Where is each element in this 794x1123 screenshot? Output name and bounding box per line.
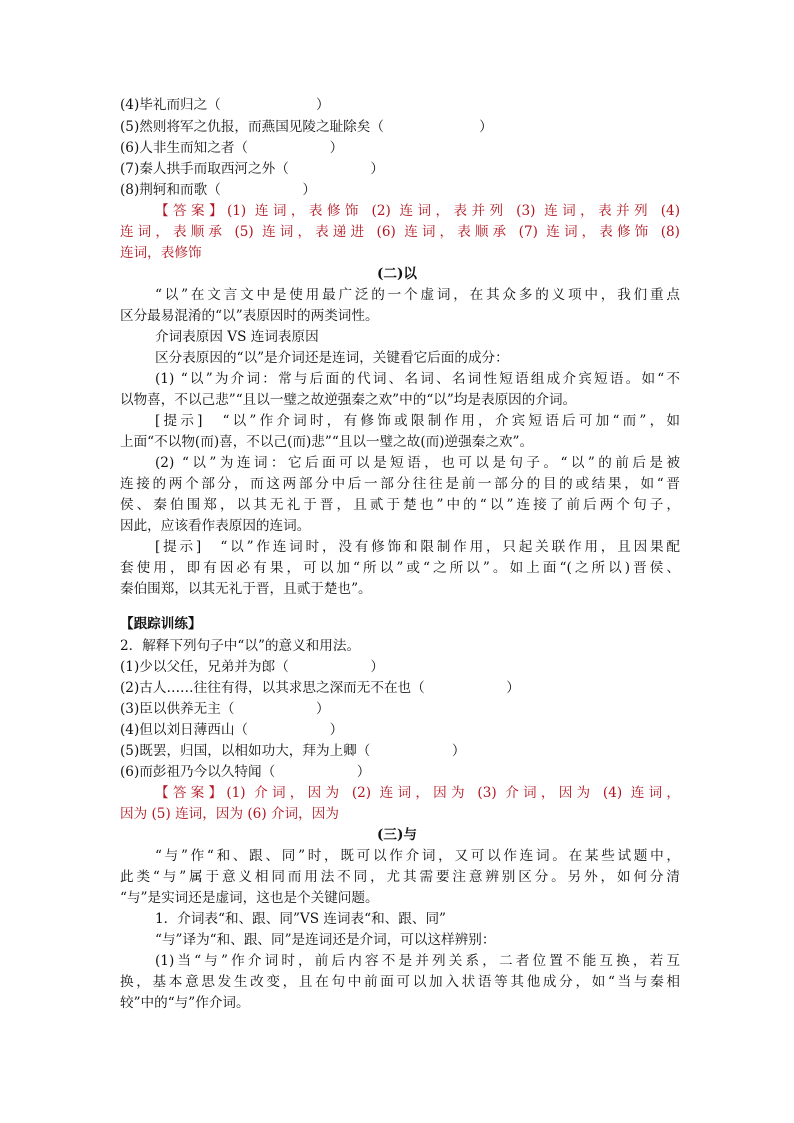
exercise-item: (6)而彭祖乃今以久特闻（ ） [120,764,371,780]
paragraph-line: 因此，应该看作表原因的连词。 [120,518,311,534]
paragraph-line: 此类“与”属于意义相同而用法不同，尤其需要注意辨别区分。另外，如何分清 [120,869,680,885]
paragraph-line: “与”译为“和、跟、同”是连词还是介词，可以这样辨别： [155,932,496,948]
exercise-item: (4)毕礼而归之（ ） [120,97,330,113]
exercise-item: (4)但以刘日薄西山（ ） [120,722,344,738]
paragraph-line: 连接的两个部分，而这两部分中后一部分往往是前一部分的目的或结果，如“晋 [120,476,680,492]
answer-line: 【答案】(1) 介词，因为 (2) 连词，因为 (3) 介词，因为 (4) 连词， [155,785,680,801]
answer-line: 连词，表顺承 (5) 连词，表递进 (6) 连词，表顺承 (7) 连词，表修饰 (8) [120,224,680,240]
training-heading: 【跟踪训练】 [120,616,202,632]
answer-line: 连词，表修饰 [120,245,202,261]
paragraph-line: 区分最易混淆的“以”表原因时的两类词性。 [120,308,379,324]
exercise-item: (1)少以父任，兄弟并为郎（ ） [120,659,384,675]
paragraph-line: (1) “以”为介词：常与后面的代词、名词、名词性短语组成介宾短语。如“不 [155,371,680,387]
paragraph-line: “与”是实词还是虚词，这也是个关键问题。 [120,890,379,906]
paragraph-line: 较”中的“与”作介词。 [120,995,250,1011]
answer-label: 【答案】 [155,203,227,219]
tip-line: [提示] “以”作介词时，有修饰或限制作用，介宾短语后可加“而”，如 [155,413,680,429]
section-heading: (二)以 [376,266,418,282]
answer-label: 【答案】 [155,785,227,801]
paragraph-line: 以物喜，不以己悲”“且以一璧之故逆强秦之欢”中的“以”均是表原因的介词。 [120,392,577,408]
paragraph-line: (2) “以”为连词：它后面可以是短语，也可以是句子。“以”的前后是被 [155,455,680,471]
paragraph-line: “以”在文言文中是使用最广泛的一个虚词，在其众多的义项中，我们重点 [155,287,680,303]
tip-line: [提示] “以”作连词时，没有修饰和限制作用，只起关联作用，且因果配 [155,539,680,555]
exercise-item: (2)古人……往往有得，以其求思之深而无不在也（ ） [120,680,520,696]
paragraph-line: (1)当“与”作介词时，前后内容不是并列关系，二者位置不能互换，若互 [155,953,680,969]
tip-line: 上面“不以物(而)喜，不以己(而)悲”“且以一璧之故(而)逆强秦之欢”。 [120,434,534,450]
exercise-item: (7)秦人拱手而取西河之外（ ） [120,161,384,177]
tip-line: 套使用，即有因必有果，可以加“所以”或“之所以”。如上面“(之所以)晋侯、 [120,560,680,576]
answer-line: 【答案】(1) 连词，表修饰 (2) 连词，表并列 (3) 连词，表并列 (4) [155,203,681,219]
subheading: 1．介词表“和、跟、同”VS 连词表“和、跟、同” [155,911,446,927]
paragraph-line: 换，基本意思发生改变，且在句中前面可以加入状语等其他成分，如“当与秦相 [120,974,680,990]
tip-line: 秦伯围郑，以其无礼于晋，且贰于楚也”。 [120,581,372,597]
paragraph-line: 侯、秦伯围郑，以其无礼于晋，且贰于楚也”中的“以”连接了前后两个句子， [120,497,680,513]
exercise-item: (8)荆轲和而歌（ ） [120,182,316,198]
exercise-item: (6)人非生而知之者（ ） [120,140,344,156]
exercise-item: (5)然则将军之仇报，而燕国见陵之耻除矣（ ） [120,119,493,135]
exercise-item: (3)臣以供养无主（ ） [120,701,330,717]
section-heading: (三)与 [376,827,418,843]
exercise-item: (5)既罢，归国，以相如功大，拜为上卿（ ） [120,743,466,759]
answer-line: 因为 (5) 连词，因为 (6) 介词，因为 [120,806,339,822]
question-text: 2．解释下列句子中“以”的意义和用法。 [120,638,361,654]
paragraph-line: “与”作“和、跟、同”时，既可以作介词，又可以作连词。在某些试题中， [155,848,680,864]
subheading: 介词表原因 VS 连词表原因 [155,329,319,345]
paragraph-line: 区分表原因的“以”是介词还是连词，关键看它后面的成分： [155,350,509,366]
